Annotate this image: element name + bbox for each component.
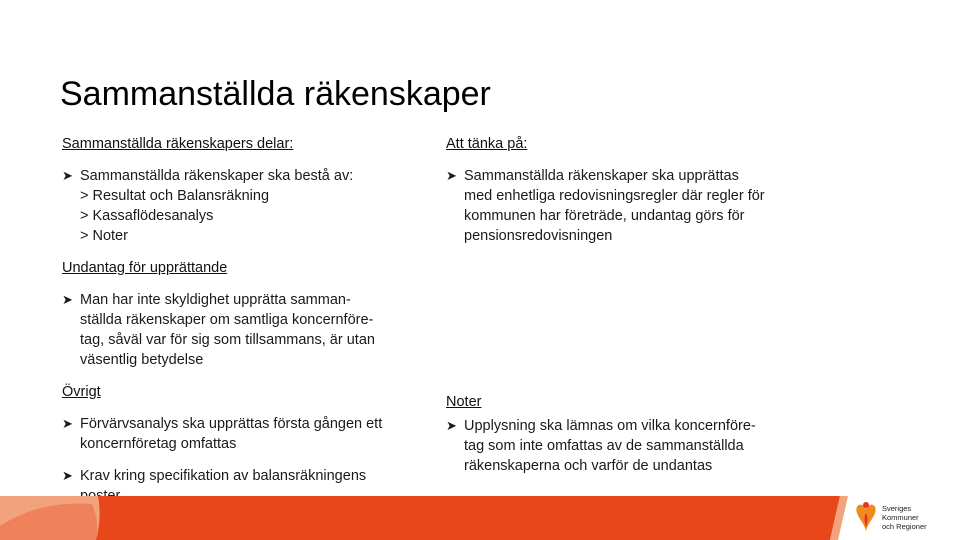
bullet-line: koncernföretag omfattas [80,436,237,452]
bullet-acquisition [62,414,422,454]
logo-line: Kommuner [882,512,919,522]
bullet-line: tag som inte omfattas av de sammanställda [464,438,744,454]
bullet-line: kommunen har företräde, undantag görs för [464,208,745,224]
arrow-right-icon: ➤ [446,168,457,183]
arrow-right-icon: ➤ [62,468,73,483]
bullet-line: väsentlig betydelse [80,352,204,368]
bullet-line: Krav kring specifikation av balansräkningens [80,468,367,484]
arrow-right-icon: ➤ [62,168,73,183]
bullet-lead: Sammanställda räkenskaper ska bestå av: [80,168,354,184]
list-item: > Noter [80,228,128,244]
page-title: Sammanställda räkenskaper [60,75,491,113]
left-heading-exemption: Undantag för upprättande [62,260,228,276]
logo [854,500,938,534]
list-item: > Resultat och Balansräkning [80,188,270,204]
arrow-right-icon: ➤ [62,416,73,431]
list-item: > Kassaflödesanalys [80,208,214,224]
logo-line: Sveriges [882,503,912,513]
bullet-line: Man har inte skyldighet upprätta samman- [80,292,351,308]
logo-line: och Regioner [882,521,927,531]
right-heading-consider: Att tänka på: [446,136,528,152]
bullet-line: Förvärvsanalys ska upprättas första gången ett [80,416,383,432]
bullet-line: Sammanställda räkenskaper ska upprättas [464,168,739,184]
bullet-line: Upplysning ska lämnas om vilka koncernföre- [464,418,756,434]
footer-band-main [96,496,840,540]
bullet-exemption [62,290,422,370]
bullet-line: räkenskaperna och varför de undantas [464,458,713,474]
right-column [446,134,816,476]
bullet-disclosure [446,416,816,476]
arrow-right-icon: ➤ [446,418,457,433]
bullet-line: med enhetliga redovisningsregler där regler för [464,188,765,204]
footer-band [0,496,960,540]
arrow-right-icon: ➤ [62,292,73,307]
bullet-uniform-rules [446,166,816,246]
right-heading-notes: Noter [446,394,482,410]
bullet-parts [62,166,422,246]
bullet-line: ställda räkenskaper om samtliga koncernföre- [80,312,374,328]
left-column [62,134,422,506]
bullet-line: tag, såväl var för sig som tillsammans, är utan [80,332,375,348]
bullet-line: pensionsredovisningen [464,228,613,244]
heart-logo-icon [854,501,878,533]
left-heading-parts: Sammanställda räkenskapers delar: [62,136,294,152]
left-heading-other: Övrigt [62,384,101,400]
